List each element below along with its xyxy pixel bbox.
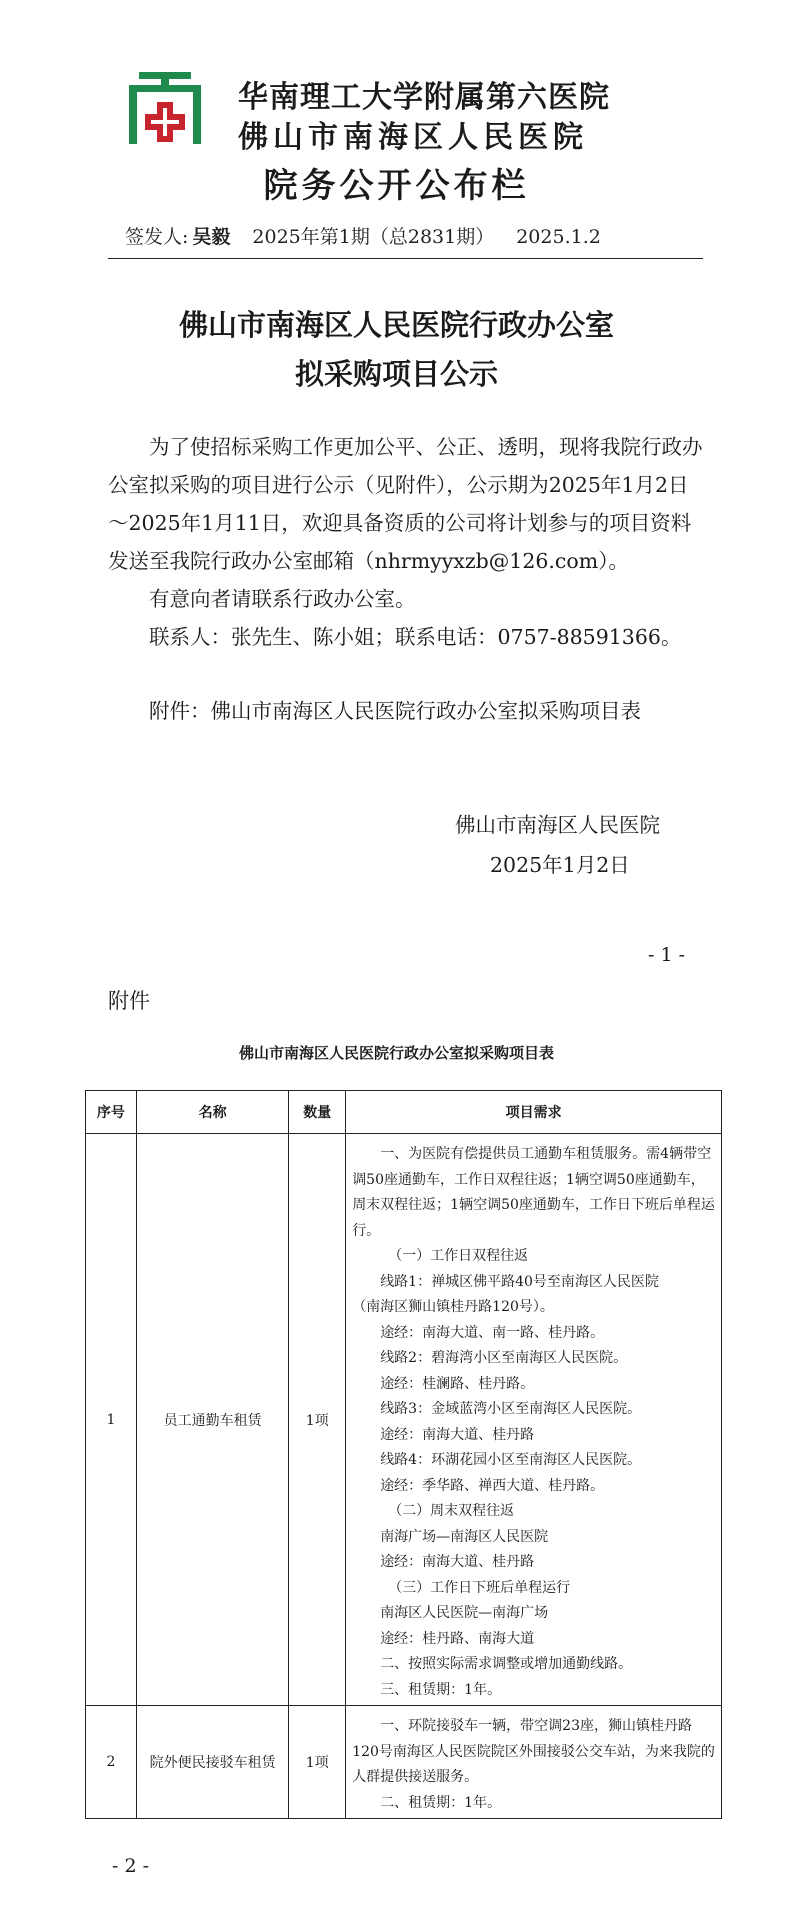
notice-title-line2: 拟采购项目公示 xyxy=(294,357,498,391)
page-number-2: - 2 - xyxy=(112,1855,150,1877)
req-text: 途经：桂丹路、南海大道 xyxy=(380,1630,535,1647)
hospital-name-1: 华南理工大学附属第六医院 xyxy=(238,80,610,115)
req-text: 途经：南海大道、桂丹路 xyxy=(380,1554,535,1570)
req-text: 二、租赁期：1年。 xyxy=(380,1794,502,1811)
procurement-table xyxy=(85,1090,722,1819)
header-rule xyxy=(108,258,703,259)
board-title: 院务公开公布栏 xyxy=(263,166,530,206)
req-text: 途经：南海大道、桂丹路 xyxy=(380,1426,535,1443)
req-text: 途经：桂澜路、桂丹路。 xyxy=(380,1375,535,1392)
row-no: 2 xyxy=(86,1706,137,1819)
req-text: （南海区狮山镇桂丹路120号）。 xyxy=(352,1299,554,1315)
hospital-logo xyxy=(125,72,205,144)
table-header-row xyxy=(86,1091,722,1134)
row-qty: 1项 xyxy=(289,1706,346,1819)
req-text: （一）工作日双程往返 xyxy=(388,1248,529,1264)
issue-line xyxy=(125,222,623,249)
notice-title-line1: 佛山市南海区人民医院行政办公室 xyxy=(178,308,614,342)
col-header-name: 名称 xyxy=(136,1091,288,1134)
issue-number: 2025年第1期（总2831期） xyxy=(252,226,495,248)
row-name: 员工通勤车租赁 xyxy=(136,1134,288,1706)
req-text: 一、环院接驳车一辆，带空调23座，狮山镇桂丹路120号南海区人民医院院区外围接驳公交车站，为来我院的人群提供接送服务。 xyxy=(352,1718,715,1785)
req-text: 南海区人民医院—南海广场 xyxy=(380,1605,549,1621)
hospital-name-2: 佛山市南海区人民医院 xyxy=(238,120,588,155)
table-title: 佛山市南海区人民医院行政办公室拟采购项目表 xyxy=(238,1044,554,1062)
issue-date: 2025.1.2 xyxy=(516,226,601,248)
req-text: 三、租赁期：1年。 xyxy=(380,1681,502,1698)
req-text: 二、按照实际需求调整或增加通勤线路。 xyxy=(380,1656,633,1672)
notice-paragraph-3: 联系人：张先生、陈小姐；联系电话：0757-88591366。 xyxy=(149,625,682,649)
page-number-1: - 1 - xyxy=(648,944,686,966)
req-text: 线路4：环湖花园小区至南海区人民医院。 xyxy=(380,1452,642,1468)
col-header-no: 序号 xyxy=(86,1091,137,1134)
req-text: （三）工作日下班后单程运行 xyxy=(388,1579,571,1596)
issuer-label: 签发人: xyxy=(125,226,189,248)
col-header-qty: 数量 xyxy=(289,1091,346,1134)
table-row xyxy=(86,1134,722,1706)
issuer-name: 吴毅 xyxy=(192,226,231,248)
row-req xyxy=(346,1706,722,1819)
col-header-req: 项目需求 xyxy=(346,1091,722,1134)
req-text: 线路2：碧海湾小区至南海区人民医院。 xyxy=(380,1350,628,1366)
req-text: 线路3：金域蓝湾小区至南海区人民医院。 xyxy=(380,1401,642,1417)
req-text: 一、为医院有偿提供员工通勤车租赁服务。需4辆带空调50座通勤车，工作日双程往返；1辆空调50座通勤车，周末双程往返；1辆空调50座通勤车，工作日下班后单程运行。 xyxy=(352,1146,715,1239)
row-qty: 1项 xyxy=(289,1134,346,1706)
attachment-label: 附件 xyxy=(108,989,150,1013)
row-no: 1 xyxy=(86,1134,137,1706)
req-text: 南海广场—南海区人民医院 xyxy=(380,1528,549,1545)
req-text: 途经：季华路、禅西大道、桂丹路。 xyxy=(380,1477,605,1494)
signature-org: 佛山市南海区人民医院 xyxy=(455,813,660,837)
req-text: 线路1：禅城区佛平路40号至南海区人民医院 xyxy=(380,1273,659,1290)
row-req xyxy=(346,1134,722,1706)
notice-paragraph-1: 为了使招标采购工作更加公平、公正、透明，现将我院行政办公室拟采购的项目进行公示（见附件），公示期为2025年1月2日～2025年1月11日，欢迎具备资质的公司将计划参与的项目资料发送至我院行政办公室邮箱（nhrmyyxzb@126.com）。 xyxy=(108,435,703,573)
signature-date: 2025年1月2日 xyxy=(490,853,630,877)
attachment-note: 附件：佛山市南海区人民医院行政办公室拟采购项目表 xyxy=(149,699,641,723)
row-name: 院外便民接驳车租赁 xyxy=(136,1706,288,1819)
notice-paragraph-2: 有意向者请联系行政办公室。 xyxy=(149,587,416,611)
req-text: （二）周末双程往返 xyxy=(388,1503,515,1519)
req-text: 途经：南海大道、南一路、桂丹路。 xyxy=(380,1324,605,1341)
table-row xyxy=(86,1706,722,1819)
